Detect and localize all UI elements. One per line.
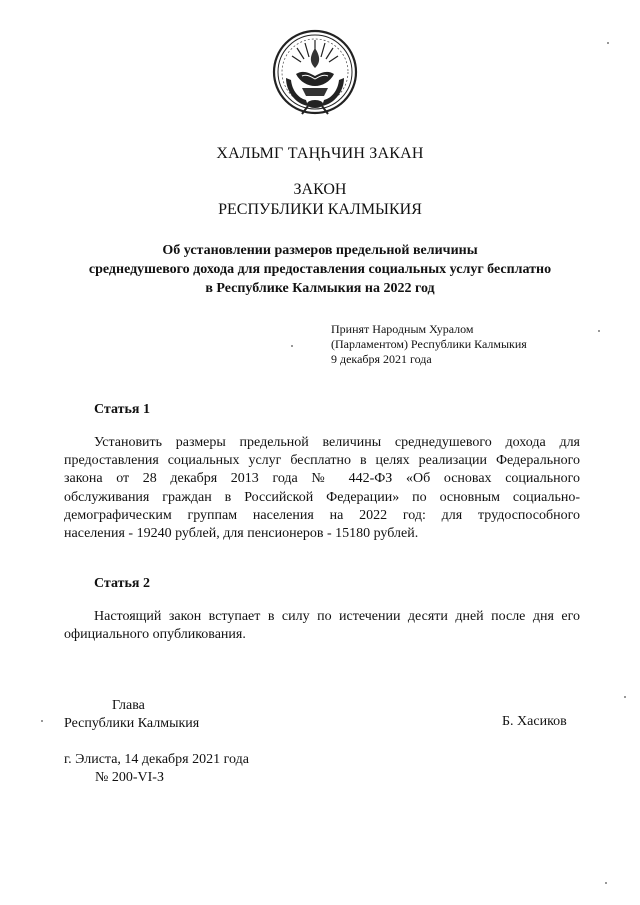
article-1-heading: Статья 1 [94,402,150,417]
scan-speck [598,330,600,332]
signatory-name: Б. Хасиков [502,714,567,729]
paragraph-line: демографическим группам населения на 2022 год: для трудоспособного [64,507,580,523]
adoption-note [331,322,527,367]
signatory-organization: Республики Калмыкия [64,716,200,731]
signatory-position: Глава [112,698,145,713]
article-2-heading: Статья 2 [94,576,150,591]
paragraph-line: Установить размеры предельной величины среднедушевого дохода для [94,435,580,450]
law-title-line: в Республике Калмыкия на 2022 год [205,281,435,296]
scan-speck [41,720,43,722]
scan-speck [605,882,607,884]
scan-speck [607,42,609,44]
law-title-line: среднедушевого дохода для предоставления социальных услуг бесплатно [88,262,552,277]
paragraph-line: официального опубликования. [64,627,246,643]
republic-heading: РЕСПУБЛИКИ КАЛМЫКИЯ [218,201,422,218]
adoption-line: Принят Народным Хуралом [331,322,474,336]
paragraph-line: Настоящий закон вступает в силу по истечении десяти дней после дня его [94,609,580,624]
law-title-line: Об установлении размеров предельной величины [162,243,478,258]
scan-speck [291,345,293,347]
coat-of-arms-icon [272,26,358,118]
adoption-date: 9 декабря 2021 года [331,352,432,366]
scan-speck [624,696,626,698]
article-2-text [64,608,580,644]
paragraph-line: обслуживания граждан в Российской Федерации» по основным социально- [64,489,580,505]
adoption-line: (Парламентом) Республики Калмыкия [331,337,527,351]
kalmyk-law-title: ХАЛЬМГ ТАҢҺЧИН ЗАКАН [216,145,424,162]
paragraph-line: населения - 19240 рублей, для пенсионеров - 15180 рублей. [64,525,419,541]
paragraph-line: закона от 28 декабря 2013 года № 442-ФЗ «Об основах социального [64,471,580,487]
article-1-text [64,434,580,543]
law-number: № 200-VI-З [95,770,164,785]
paragraph-line: предоставления социальных услуг бесплатно в целях реализации Федерального [64,453,580,469]
place-and-date: г. Элиста, 14 декабря 2021 года [64,752,249,767]
law-heading: ЗАКОН [293,181,347,198]
